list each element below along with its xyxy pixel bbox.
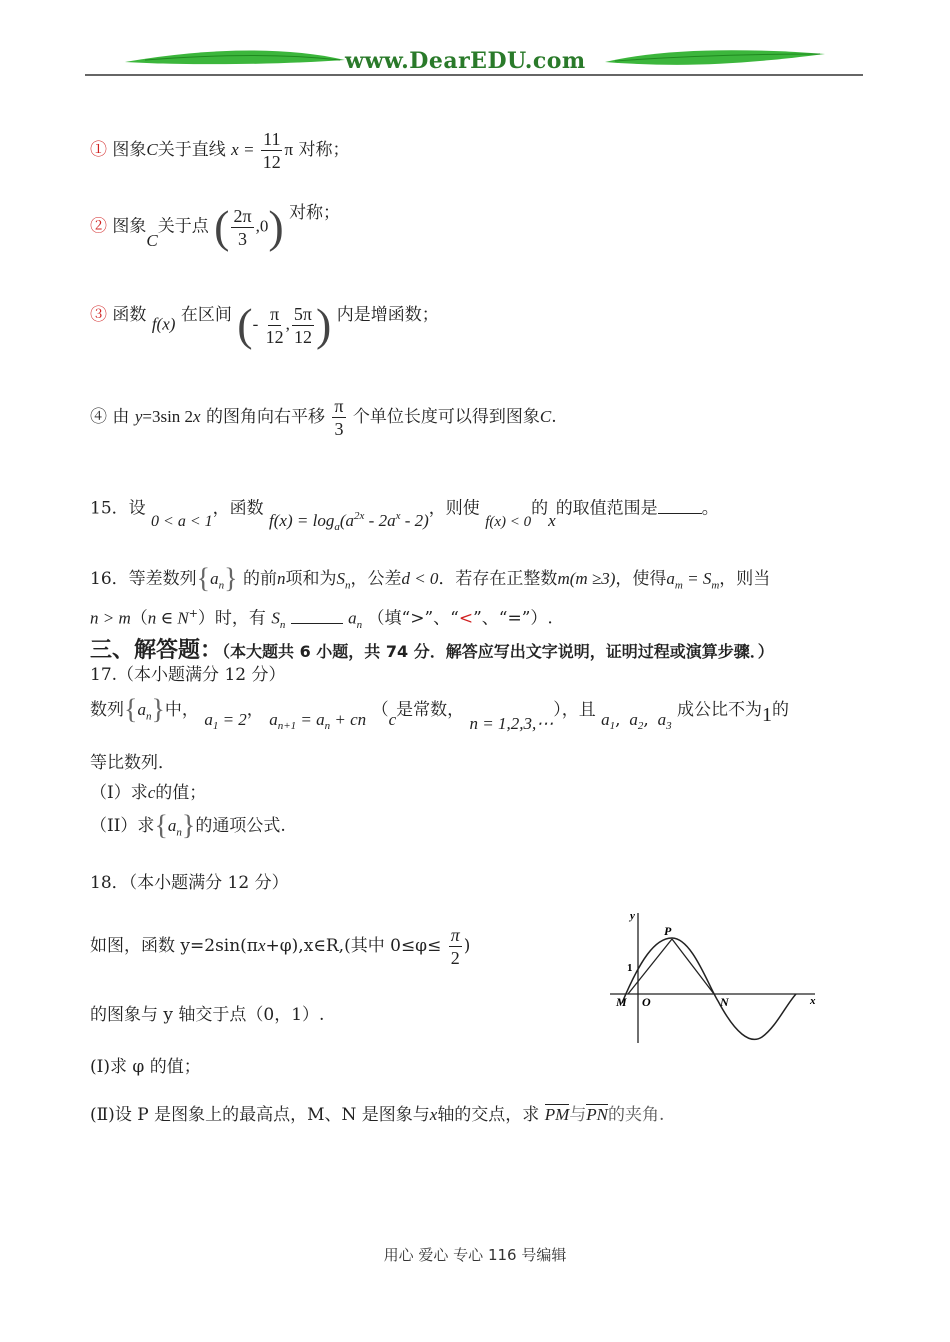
question-16-line1: 16．等差数列$\{a_n\}$ 的前n项和为$S_n$，公差d < 0．若存在正整数m(m ≥3)，使得$a_m = S_m$，则当 [90,563,771,595]
question-18-part1: (Ⅰ)求 φ 的值； [90,1057,201,1077]
question-17-line1: 数列$\{a_n\}$中， $a_1 = 2$， $a_{n+1} = a_n$ + cn （c是常数， n = 1,2,3,⋯），且 $a_1$, $a_2$, $a_3$ 成公比不为1的 [90,694,789,733]
sine-curve [622,938,796,1039]
site-logo-text: www.DearEDU.com [345,48,586,74]
answer-blank-15 [658,497,702,514]
fraction: $\frac{11}{12}$ [262,129,281,172]
page-footer: 用心 爱心 专心 116 号编辑 [383,1246,567,1264]
question-17-head: 17.（本小题满分 12 分） [90,665,286,685]
vector-pn: PN [586,1105,608,1124]
segment-pn [672,939,714,994]
question-18-line2: 的图象与 y 轴交于点（0，1）. [90,1005,325,1025]
item-1: ① 图象C关于直线 x = $\frac{11}{12}$ π 对称； [90,129,350,172]
question-18-line1: 如图，函数 y=2sin(πx+φ),x∈R,(其中 0≤φ≤ $\frac{\pi}{2}$ ) [90,925,471,968]
item-3: ③ 函数 f(x) 在区间 (- $\frac{\pi}{12}$ , $\frac{5\pi}{12}$ ) 内是增函数； [90,299,439,350]
sine-graph [610,905,825,1050]
item-2: ② 图象C关于点 ( $\frac{2\pi}{3}$ ,0) 对称； [90,201,341,252]
item-4: ④ 由 y=3sin 2x 的图角向右平移 $\frac{\pi}{3}$ 个单位长度可以得到图象C. [90,396,557,439]
question-17-part2: （II）求$\{a_n\}$的通项公式. [90,810,286,842]
label-o: O [642,995,651,1009]
label-x: x [810,995,816,1007]
question-17-line2: 等比数列． [90,753,175,773]
label-n: N [720,995,729,1009]
answer-blank-16 [291,607,343,624]
question-16-line2: n > m（n ∈ N+）时，有 $S_n$ $a_n$ （填“>”、“<”、“=”）. [90,607,553,632]
label-y: y [630,910,635,922]
label-p: P [664,924,672,938]
question-15: 15．设 0 < a < 1，函数 $f(x) = \log_a(a^{2x} - 2a^x - 2)$，则使 f(x) < 0的x的取值范围是 。 [90,498,719,534]
segment-pm [628,939,672,994]
question-18-head: 18．（本小题满分 12 分） [90,873,289,893]
section-heading: 三、解答题：（本大题共 6 小题，共 74 分．解答应写出文字说明，证明过程或演算步骤．） [90,638,774,663]
right-leaf-icon [605,50,825,65]
label-m: M [616,995,627,1009]
label-one: 1 [627,962,633,974]
question-18-part2: (Ⅱ)设 P 是图象上的最高点，M、N 是图象与x轴的交点，求 PM与PN的夹角. [90,1105,665,1125]
question-17-part1: （I）求c的值； [90,783,207,803]
vector-pm: PM [544,1105,570,1124]
